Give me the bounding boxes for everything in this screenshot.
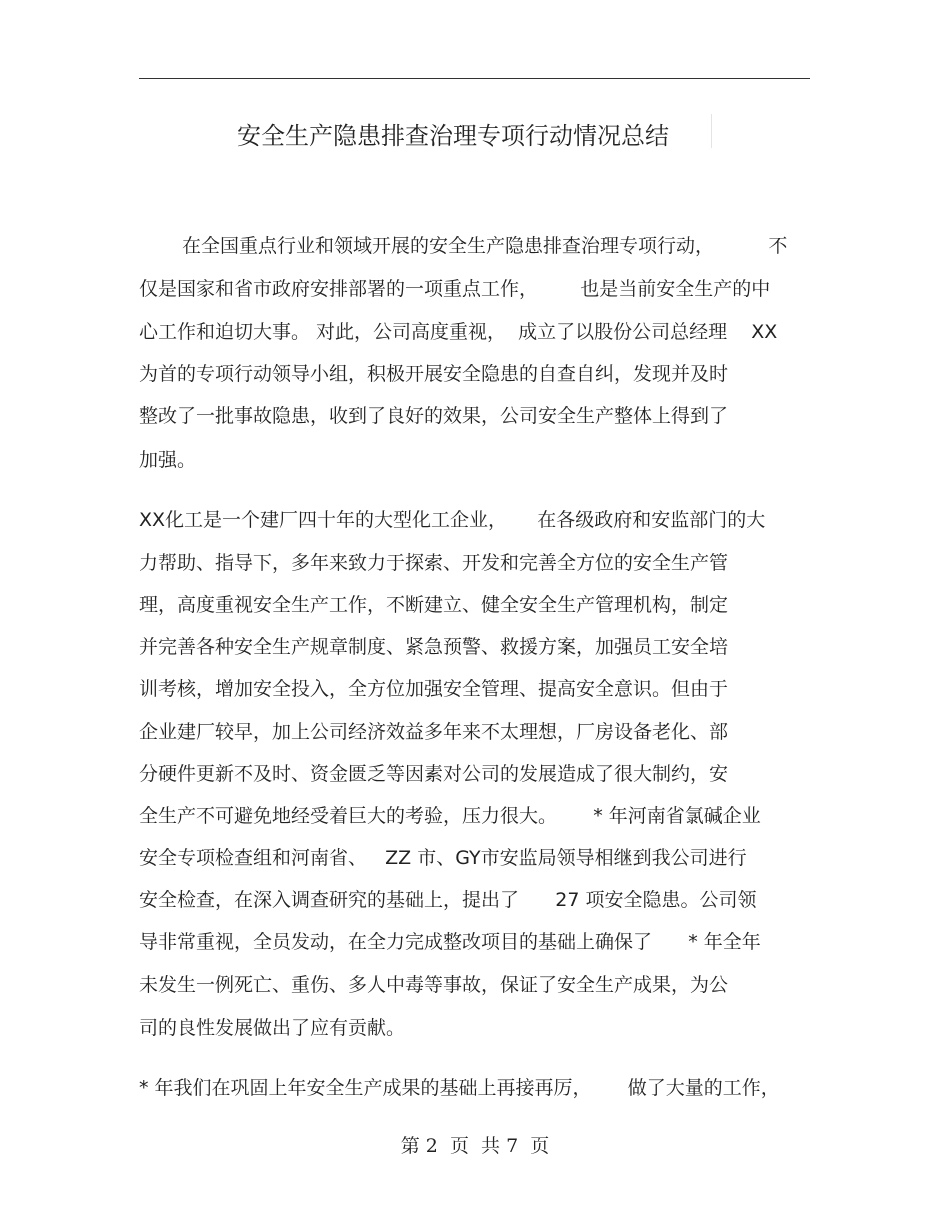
header-rule: [139, 78, 810, 79]
paragraph-1-line-4: 为首的专项行动领导小组，积极开展安全隐患的自查自纠，发现并及时: [139, 363, 729, 385]
paragraph-3-line-1: * 年我们在巩固上年安全生产成果的基础上再接再厉， 做了大量的工作，: [139, 1077, 780, 1099]
paragraph-2-line-8: 全生产不可避免地经受着巨大的考验，压力很大。 * 年河南省氯碱企业: [139, 805, 761, 827]
paragraph-2-line-12: 未发生一例死亡、重伤、多人中毒等事故，保证了安全生产成果，为公: [139, 974, 729, 996]
page-number: 第 2 页 共 7 页: [400, 1135, 550, 1157]
paragraph-2-line-5: 训考核，增加安全投入，全方位加强安全管理、提高安全意识。但由于: [139, 678, 729, 700]
paragraph-1-line-1: 在全国重点行业和领域开展的安全生产隐患排查治理专项行动， 不: [182, 235, 788, 257]
paragraph-2-line-11: 导非常重视，全员发动，在全力完成整改项目的基础上确保了 * 年全年: [139, 931, 761, 953]
paragraph-2-line-6: 企业建厂较早，加上公司经济效益多年来不太理想，厂房设备老化、部: [139, 721, 729, 743]
paragraph-1-line-6: 加强。: [139, 449, 197, 471]
paragraph-1-line-5: 整改了一批事故隐患，收到了良好的效果，公司安全生产整体上得到了: [139, 405, 729, 427]
paragraph-2-line-2: 力帮助、指导下，多年来致力于探索、开发和完善全方位的安全生产管: [139, 552, 729, 574]
paragraph-1-line-3: 心工作和迫切大事。 对此，公司高度重视， 成立了以股份公司总经理 XX: [139, 321, 778, 343]
paragraph-2-line-9: 安全专项检查组和河南省、 ZZ 市、GY市安监局领导相继到我公司进行: [139, 847, 747, 869]
paragraph-2-line-4: 并完善各种安全生产规章制度、紧急预警、救援方案，加强员工安全培: [139, 636, 729, 658]
paragraph-2-line-10: 安全检查，在深入调查研究的基础上，提出了 27 项安全隐患。公司领: [139, 889, 757, 911]
title-frame-edge: [699, 114, 712, 148]
document-title: 安全生产隐患排查治理专项行动情况总结: [237, 122, 669, 150]
paragraph-2-line-13: 司的良性发展做出了应有贡献。: [139, 1017, 406, 1039]
paragraph-2-line-1: XX化工是一个建厂四十年的大型化工企业， 在各级政府和安监部门的大: [139, 509, 766, 531]
paragraph-2-line-7: 分硬件更新不及时、资金匮乏等因素对公司的发展造成了很大制约，安: [139, 763, 729, 785]
paragraph-2-line-3: 理，高度重视安全生产工作，不断建立、健全安全生产管理机构，制定: [139, 594, 729, 616]
paragraph-1-line-2: 仅是国家和省市政府安排部署的一项重点工作， 也是当前安全生产的中: [139, 278, 771, 300]
